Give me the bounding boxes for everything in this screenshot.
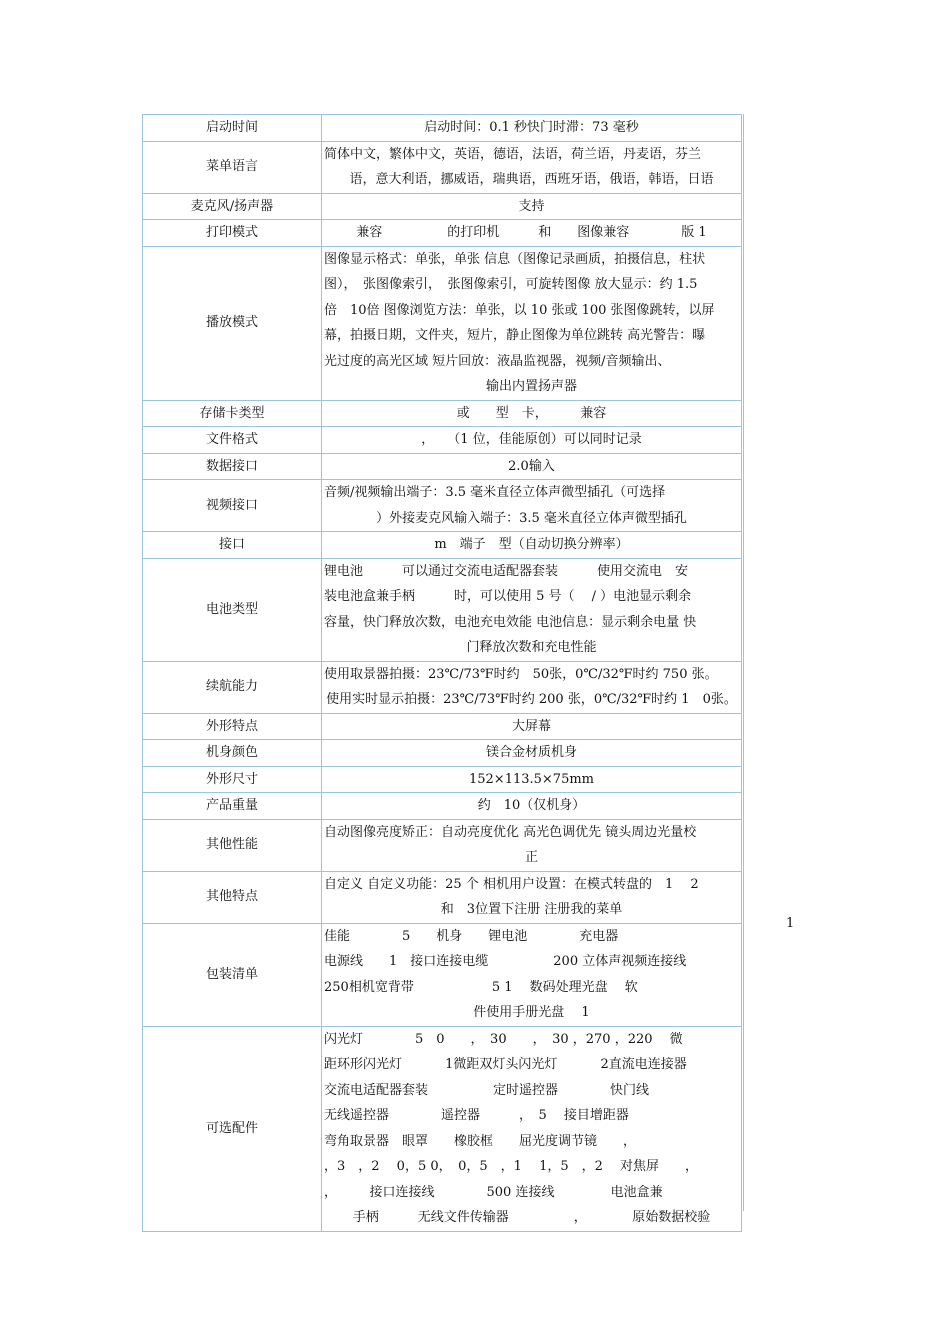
- spec-value-line: 使用实时显示拍摄：23℃/73℉时约 200 张，0℃/32℉时约 1 0张。: [326, 692, 737, 707]
- spec-value-line: 和 3位置下注册 注册我的菜单: [440, 902, 623, 917]
- spec-label: 包装清单: [143, 923, 322, 1026]
- table-row: [143, 141, 742, 193]
- spec-value-line: 闪光灯 5 0 ， 30 ， 30 ，270 ，220 微: [324, 1031, 683, 1047]
- spec-value: [322, 661, 742, 713]
- spec-label: 麦克风/扬声器: [143, 193, 322, 220]
- spec-label: 菜单语言: [143, 141, 322, 193]
- spec-value-line: 简体中文，繁体中文，英语，德语，法语，荷兰语，丹麦语，芬兰: [324, 146, 702, 162]
- spec-value: [322, 115, 742, 142]
- spec-value-line: 约 10（仅机身）: [477, 798, 586, 813]
- spec-value-line: 锂电池 可以通过交流电适配器套装 使用交流电 安: [324, 563, 689, 579]
- spec-label: 数据接口: [143, 453, 322, 480]
- spec-label: 外形尺寸: [143, 766, 322, 793]
- spec-value: [322, 532, 742, 559]
- spec-value: [322, 193, 742, 220]
- spec-value-line: ， （1 位，佳能原创）可以同时记录: [421, 432, 642, 447]
- table-row: [143, 713, 742, 740]
- spec-value-line: 无线遥控器 遥控器 ， 5 接目增距器: [324, 1108, 629, 1123]
- spec-value-line: 音频/视频输出端子：3.5 毫米直径立体声微型插孔（可选择: [324, 485, 666, 500]
- spec-label: 续航能力: [143, 661, 322, 713]
- spec-value: [322, 480, 742, 532]
- spec-value: [322, 740, 742, 767]
- spec-value-line: 容量，快门释放次数，电池充电效能 电池信息：显示剩余电量 快: [324, 614, 697, 630]
- table-row: [143, 246, 742, 400]
- spec-label: 产品重量: [143, 793, 322, 820]
- spec-value-line: 交流电适配器套装 定时遥控器 快门线: [324, 1082, 650, 1098]
- table-row: [143, 115, 742, 142]
- spec-value: [322, 246, 742, 400]
- spec-value-line: 使用取景器拍摄：23℃/73℉时约 50张，0℃/32℉时约 750 张。: [324, 666, 718, 682]
- table-row: [143, 871, 742, 923]
- spec-value: [322, 141, 742, 193]
- spec-label: 其他性能: [143, 819, 322, 871]
- table-row: [143, 427, 742, 454]
- spec-label: 文件格式: [143, 427, 322, 454]
- spec-value: [322, 220, 742, 247]
- spec-value-line: 图）， 张图像索引， 张图像索引，可旋转图像 放大显示：约 1.5: [324, 277, 698, 292]
- spec-value-line: 语，意大利语，挪威语，瑞典语，西班牙语，俄语，韩语，日语: [349, 172, 714, 187]
- spec-value-line: 输出内置扬声器: [485, 379, 577, 394]
- spec-label: 电池类型: [143, 558, 322, 661]
- table-row: [143, 193, 742, 220]
- spec-value: [322, 400, 742, 427]
- table-row: [143, 819, 742, 871]
- spec-value-line: 门释放次数和充电性能: [466, 640, 597, 655]
- spec-value: [322, 1026, 742, 1231]
- spec-value: [322, 453, 742, 480]
- spec-value-line: 手柄 无线文件传输器 ， 原始数据校验: [352, 1210, 711, 1225]
- spec-label: 可选配件: [143, 1026, 322, 1231]
- spec-value-line: 镁合金材质机身: [485, 745, 577, 760]
- spec-value-line: 距环形闪光灯 1微距双灯头闪光灯 2直流电连接器: [324, 1057, 687, 1072]
- spec-value-line: 自定义 自定义功能：25 个 相机用户设置：在模式转盘的 1 2: [324, 876, 699, 892]
- spec-value-line: 佳能 5 机身 锂电池 充电器: [324, 928, 619, 944]
- table-row: [143, 1026, 742, 1231]
- spec-value-line: 图像显示格式：单张，单张 信息（图像记录画质，拍摄信息，柱状: [324, 251, 706, 267]
- spec-value-line: ， 接口连接线 500 连接线 电池盒兼: [324, 1184, 663, 1200]
- table-row: [143, 400, 742, 427]
- spec-label: 打印模式: [143, 220, 322, 247]
- table-row: [143, 923, 742, 1026]
- spec-label: 播放模式: [143, 246, 322, 400]
- spec-value-line: 大屏幕: [511, 718, 551, 734]
- spec-label: 接口: [143, 532, 322, 559]
- spec-label: 机身颜色: [143, 740, 322, 767]
- spec-value-line: 支持: [518, 198, 545, 214]
- spec-value: [322, 713, 742, 740]
- spec-value-line: 正: [524, 850, 538, 865]
- spec-value-line: 光过度的高光区域 短片回放：液晶监视器，视频/音频输出、: [324, 353, 671, 369]
- spec-value: [322, 427, 742, 454]
- spec-value-line: 弯角取景器 眼罩 橡胶框 屈光度调节镜 ，: [324, 1133, 637, 1149]
- spec-value-line: 2.0输入: [508, 458, 555, 474]
- spec-value-line: 启动时间：0.1 秒快门时滞：73 毫秒: [424, 120, 639, 135]
- spec-value-line: 装电池盒兼手柄 时，可以使用 5 号（ / ）电池显示剩余: [324, 589, 692, 604]
- spec-value: [322, 819, 742, 871]
- spec-value-line: 250相机宽背带 5 1 数码处理光盘 软: [324, 979, 638, 995]
- table-row: [143, 793, 742, 820]
- spec-label: 启动时间: [143, 115, 322, 142]
- stray-mark: 1: [786, 916, 795, 931]
- spec-value: [322, 793, 742, 820]
- table-row: [143, 740, 742, 767]
- spec-value-line: 152×113.5×75mm: [468, 771, 594, 787]
- spec-value-line: m 端子 型（自动切换分辨率）: [434, 537, 629, 552]
- table-row: [143, 220, 742, 247]
- table-row: [143, 453, 742, 480]
- table-row: [143, 766, 742, 793]
- spec-value-line: ）外接麦克风输入端子：3.5 毫米直径立体声微型插孔: [376, 510, 687, 526]
- spec-value-line: 件使用手册光盘 1: [473, 1005, 590, 1020]
- spec-value-line: 或 型 卡， 兼容: [456, 405, 607, 421]
- spec-label: 其他特点: [143, 871, 322, 923]
- spec-label: 视频接口: [143, 480, 322, 532]
- spec-value-line: 兼容 的打印机 和 图像兼容 版 1: [356, 225, 707, 240]
- table-row: [143, 480, 742, 532]
- table-row: [143, 532, 742, 559]
- spec-value: [322, 766, 742, 793]
- table-row: [143, 661, 742, 713]
- spec-value-line: 倍 10倍 图像浏览方法：单张，以 10 张或 100 张图像跳转，以屏: [324, 302, 715, 318]
- spec-value-line: 自动图像亮度矫正：自动亮度优化 高光色调优先 镜头周边光量校: [324, 824, 697, 840]
- spec-value: [322, 871, 742, 923]
- spec-label: 外形特点: [143, 713, 322, 740]
- spec-value-line: ，3 ，2 0，5 0， 0，5 ，1 1，5 ，2 对焦屏 ，: [324, 1159, 699, 1174]
- table-row: [143, 558, 742, 661]
- spec-label: 存储卡类型: [143, 400, 322, 427]
- spec-value-line: 电源线 1 接口连接电缆 200 立体声视频连接线: [324, 954, 687, 969]
- spec-value-line: 幕，拍摄日期，文件夹，短片，静止图像为单位跳转 高光警告：曝: [324, 328, 706, 343]
- spec-value: [322, 558, 742, 661]
- spec-table-body: [143, 115, 742, 1232]
- spec-table: [142, 114, 742, 1232]
- spec-value: [322, 923, 742, 1026]
